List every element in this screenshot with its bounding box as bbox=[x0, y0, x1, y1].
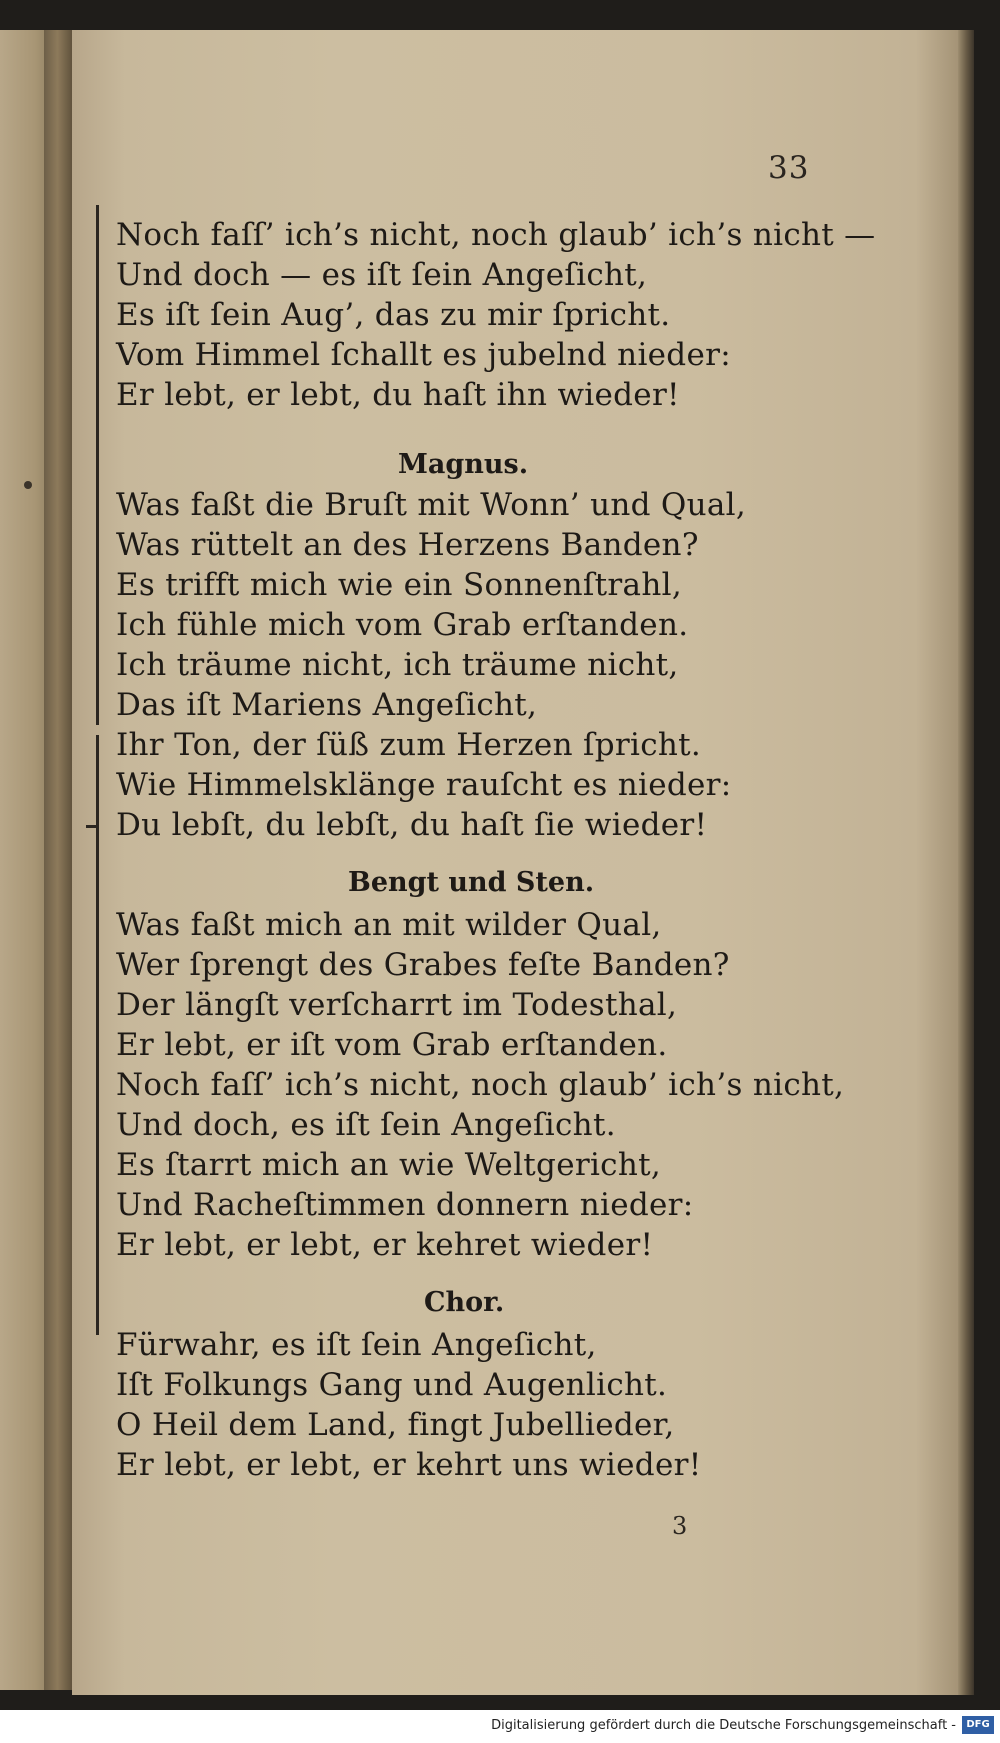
verse-line: Noch faſſ’ ich’s nicht, noch glaub’ ich’s nicht, bbox=[116, 1067, 845, 1103]
verse-line: Vom Himmel ſchallt es jubelnd nieder: bbox=[116, 337, 731, 373]
verse-line: Und doch — es iſt ſein Angeſicht, bbox=[116, 257, 648, 293]
verse-line: Und Racheſtimmen donnern nieder: bbox=[116, 1187, 694, 1223]
verse-line: Fürwahr, es iſt ſein Angeſicht, bbox=[116, 1327, 597, 1363]
verse-line: Das iſt Mariens Angeſicht, bbox=[116, 687, 538, 723]
verse-line: Der längſt verſcharrt im Todesthal, bbox=[116, 987, 678, 1023]
footer-credit: Digitalisierung gefördert durch die Deutsche Forschungsgemeinschaft - bbox=[491, 1718, 956, 1733]
verse-line: O Heil dem Land, fingt Jubellieder, bbox=[116, 1407, 675, 1443]
book-spine bbox=[44, 30, 74, 1690]
verse-line: Ich träume nicht, ich träume nicht, bbox=[116, 647, 679, 683]
verse-line: Es ſtarrt mich an wie Weltgericht, bbox=[116, 1147, 662, 1183]
verse-line: Er lebt, er lebt, du haſt ihn wieder! bbox=[116, 377, 680, 413]
verse-line: Er lebt, er iſt vom Grab erſtanden. bbox=[116, 1027, 668, 1063]
verse-line: Was faßt mich an mit wilder Qual, bbox=[116, 907, 662, 943]
speaker-heading: Chor. bbox=[424, 1287, 505, 1318]
page-number: 33 bbox=[768, 150, 810, 186]
ensemble-bracket bbox=[96, 735, 99, 1335]
verse-line: Ihr Ton, der ſüß zum Herzen ſpricht. bbox=[116, 727, 702, 763]
page-right-edge bbox=[958, 30, 974, 1695]
verse-line: Du lebſt, du lebſt, du haſt ſie wieder! bbox=[116, 807, 708, 843]
verse-line: Iſt Folkungs Gang und Augenlicht. bbox=[116, 1367, 668, 1403]
verse-line: Er lebt, er lebt, er kehrt uns wieder! bbox=[116, 1447, 702, 1483]
digitization-footer bbox=[0, 1710, 1000, 1743]
margin-mark bbox=[24, 481, 32, 489]
verse-line: Was faßt die Bruſt mit Wonn’ und Qual, bbox=[116, 487, 747, 523]
verse-line: Wie Himmelsklänge rauſcht es nieder: bbox=[116, 767, 732, 803]
verse-line: Noch faſſ’ ich’s nicht, noch glaub’ ich’s nicht — bbox=[116, 217, 876, 253]
signature-mark: 3 bbox=[672, 1512, 688, 1540]
dfg-logo: DFG bbox=[962, 1716, 994, 1734]
verse-line: Er lebt, er lebt, er kehret wieder! bbox=[116, 1227, 654, 1263]
speaker-heading: Magnus. bbox=[398, 449, 529, 480]
verse-line: Wer ſprengt des Grabes feſte Banden? bbox=[116, 947, 730, 983]
verse-line: Es iſt ſein Aug’, das zu mir ſpricht. bbox=[116, 297, 671, 333]
verse-line: Und doch, es iſt ſein Angeſicht. bbox=[116, 1107, 616, 1143]
verse-line: Was rüttelt an des Herzens Banden? bbox=[116, 527, 699, 563]
speaker-heading: Bengt und Sten. bbox=[348, 867, 595, 898]
verse-line: Es trifft mich wie ein Sonnenſtrahl, bbox=[116, 567, 682, 603]
verse-line: Ich fühle mich vom Grab erſtanden. bbox=[116, 607, 689, 643]
ensemble-bracket bbox=[96, 205, 99, 725]
